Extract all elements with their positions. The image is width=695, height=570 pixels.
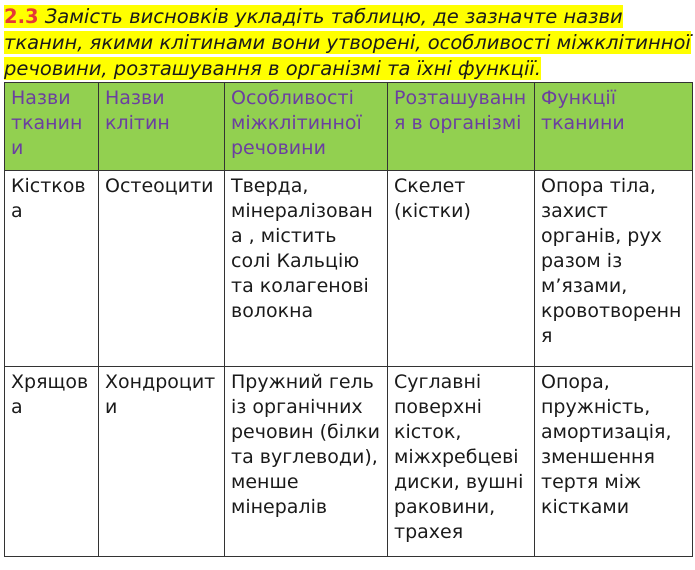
task-statement [4, 4, 692, 82]
table-row [5, 367, 693, 557]
table-row [5, 171, 693, 367]
cell-tissue-name: Хрящов а [5, 367, 99, 557]
task-text: Замість висновків укладіть таблицю, де зазначте назви тканин, якими клітинами вони утворені, особливості міжклітинної речовини, розташування в організмі та їхні функції. [4, 5, 691, 80]
cell-cell-name: Хондроцит и [99, 367, 225, 557]
table-header-row [5, 83, 693, 171]
header-location: Розташуванн я в організмі [388, 83, 535, 171]
cell-functions: Опора тіла, захист органів, рух разом із м’язами, кровотворенн я [535, 171, 693, 367]
header-cell-name: Назви клітин [99, 83, 225, 171]
cell-functions: Опора, пружність, амортизація, зменшення тертя між кістками [535, 367, 693, 557]
cell-intercellular-substance: Пружний гель із органічних речовин (білки та вуглеводи), менше мінералів [225, 367, 388, 557]
cell-location: Скелет (кістки) [388, 171, 535, 367]
task-highlight [4, 5, 691, 80]
cell-tissue-name: Кісткова [5, 171, 99, 367]
header-tissue-name: Назви тканини [5, 83, 99, 171]
header-intercellular-substance: Особливості міжклітинної речовини [225, 83, 388, 171]
header-functions: Функції тканини [535, 83, 693, 171]
cell-location: Суглавні поверхні кісток, міжхребцеві диски, вушні раковини, трахея [388, 367, 535, 557]
cell-cell-name: Остеоцити [99, 171, 225, 367]
cell-intercellular-substance: Тверда, мінералізована , містить солі Кальцію та колагенові волокна [225, 171, 388, 367]
task-number: 2.3 [4, 5, 39, 28]
tissues-table [4, 82, 693, 557]
